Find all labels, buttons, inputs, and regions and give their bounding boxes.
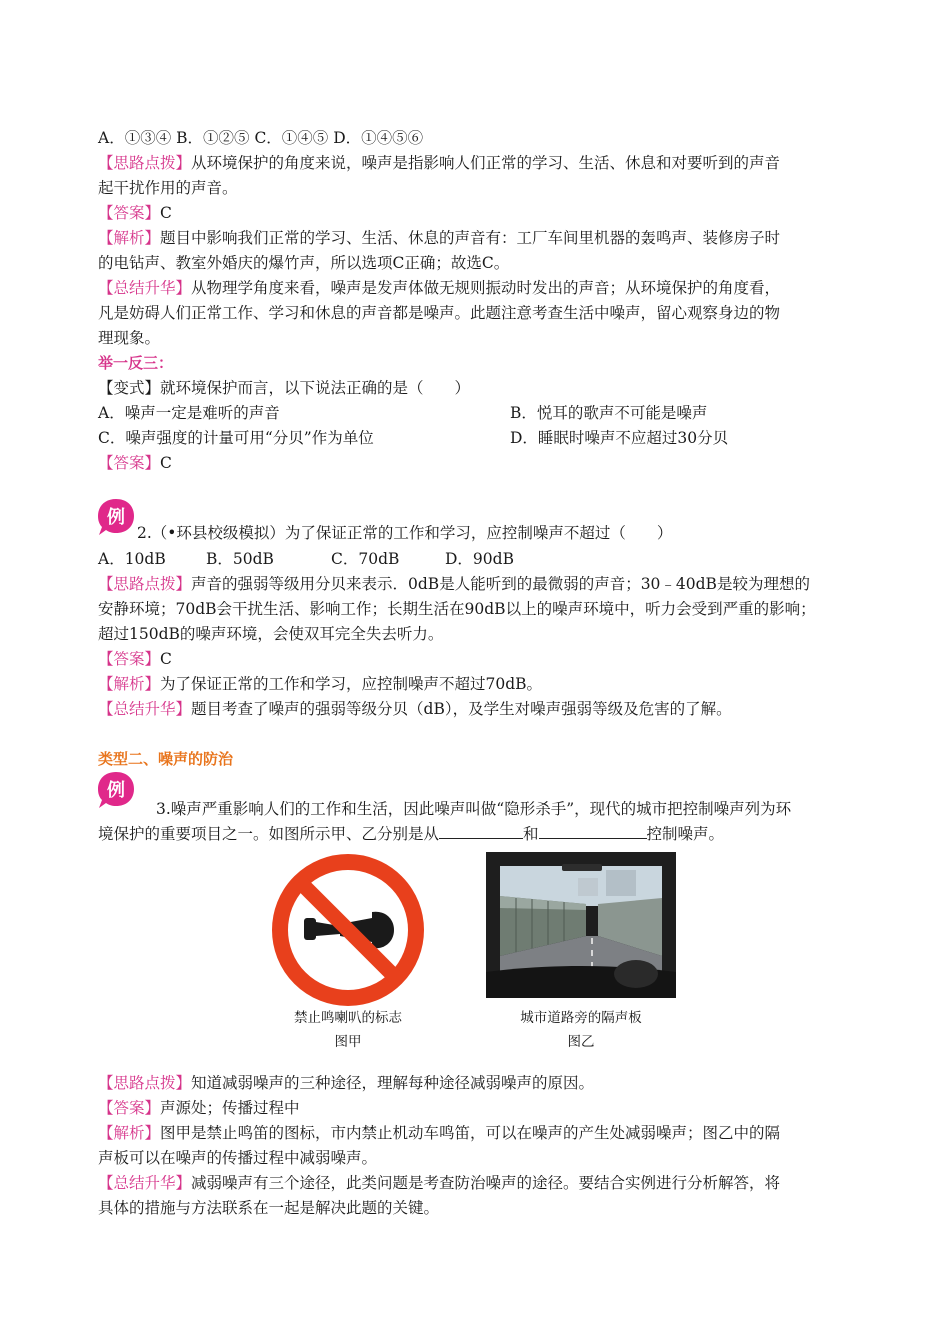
summary-tag: 【总结升华】	[98, 279, 192, 297]
q2-option-b: B．50dB	[206, 550, 274, 568]
q3-analysis: 【解析】图甲是禁止鸣笛的图标，市内禁止机动车鸣笛，可以在噪声的产生处减弱噪声；图乙中的隔	[98, 1124, 781, 1142]
q1-summary: 【总结升华】从物理学角度来看，噪声是发声体做无规则振动时发出的声音；从环境保护的角度看，	[98, 279, 781, 297]
variant-heading: 举一反三：	[98, 354, 174, 372]
no-horn-sign-image	[268, 852, 428, 1012]
example-icon	[96, 770, 136, 810]
svg-text:例: 例	[107, 507, 125, 528]
q1-answer: 【答案】C	[98, 204, 172, 222]
answer-tag: 【答案】	[98, 204, 161, 222]
q1-summary-cont2: 理现象。	[98, 329, 161, 347]
q2-hint: 【思路点拨】声音的强弱等级用分贝来表示．0dB是人能听到的最微弱的声音；30﹣40dB是较为理想的	[98, 575, 810, 593]
variant-option-a: A．噪声一定是难听的声音	[98, 404, 280, 422]
q3-summary-cont: 具体的措施与方法联系在一起是解决此题的关键。	[98, 1199, 440, 1217]
q3-analysis-cont: 声板可以在噪声的传播过程中减弱噪声。	[98, 1149, 378, 1167]
answer-blank-1	[439, 822, 523, 839]
analysis-tag: 【解析】	[98, 229, 161, 247]
variant-options-row2	[98, 426, 858, 451]
q2-summary: 【总结升华】题目考查了噪声的强弱等级分贝（dB），及学生对噪声强弱等级及危害的了解。	[98, 700, 732, 718]
example-icon	[96, 497, 136, 537]
q3-summary: 【总结升华】减弱噪声有三个途径，此类问题是考查防治噪声的途径。要结合实例进行分析解答，将	[98, 1174, 781, 1192]
q3-question: 3.噪声严重影响人们的工作和生活，因此噪声叫做“隐形杀手”，现代的城市把控制噪声列为环	[156, 800, 792, 818]
q2-analysis: 【解析】为了保证正常的工作和学习，应控制噪声不超过70dB。	[98, 675, 543, 693]
q2-question: 2.（•环县校级模拟）为了保证正常的工作和学习，应控制噪声不超过（ ）	[137, 524, 673, 542]
figure-label: 图甲	[334, 1034, 362, 1050]
q2-option-d: D．90dB	[445, 550, 514, 568]
q2-options	[98, 547, 858, 572]
q2-hint-cont: 安静环境；70dB会干扰生活、影响工作；长期生活在90dB以上的噪声环境中，听力会受到严重的影响；	[98, 600, 816, 618]
q1-options: A．①③④ B．①②⑤ C．①④⑤ D．①④⑤⑥	[98, 129, 424, 147]
q3-question-cont: 境保护的重要项目之一。如图所示甲、乙分别是从 和 控制噪声。	[98, 822, 858, 847]
section-heading: 类型二、噪声的防治	[98, 750, 234, 768]
q2-option-c: C．70dB	[331, 550, 400, 568]
q3-hint: 【思路点拨】知道减弱噪声的三种途径，理解每种途径减弱噪声的原因。	[98, 1074, 595, 1092]
svg-text:例: 例	[107, 780, 125, 801]
q2-answer: 【答案】C	[98, 650, 172, 668]
figure-caption: 城市道路旁的隔声板	[520, 1010, 642, 1026]
q1-hint: 【思路点拨】从环境保护的角度来说，噪声是指影响人们正常的学习、生活、休息和对要听到的声音	[98, 154, 781, 172]
variant-question: 【变式】就环境保护而言，以下说法正确的是（ ）	[98, 379, 471, 397]
sound-barrier-photo	[486, 852, 676, 998]
answer-blank-2	[539, 822, 647, 839]
q1-hint-cont: 起干扰作用的声音。	[98, 179, 238, 197]
variant-option-c: C．噪声强度的计量可用“分贝”作为单位	[98, 429, 374, 447]
figure-caption: 禁止鸣喇叭的标志	[294, 1010, 402, 1026]
q1-summary-cont: 凡是妨碍人们正常工作、学习和休息的声音都是噪声。此题注意考查生活中噪声，留心观察身边的物	[98, 304, 781, 322]
hint-tag: 【思路点拨】	[98, 154, 192, 172]
q2-option-a: A．10dB	[98, 550, 166, 568]
q1-analysis: 【解析】题目中影响我们正常的学习、生活、休息的声音有：工厂车间里机器的轰鸣声、装修房子时	[98, 229, 781, 247]
q1-analysis-cont: 的电钻声、教室外婚庆的爆竹声，所以选项C正确；故选C。	[98, 254, 510, 272]
variant-options-row1	[98, 401, 858, 426]
figure-label: 图乙	[567, 1034, 595, 1050]
q3-answer: 【答案】声源处；传播过程中	[98, 1099, 300, 1117]
q2-hint-cont2: 超过150dB的噪声环境，会使双耳完全失去听力。	[98, 625, 444, 643]
variant-option-d: D．睡眠时噪声不应超过30分贝	[510, 429, 729, 447]
variant-option-b: B．悦耳的歌声不可能是噪声	[510, 404, 708, 422]
variant-answer: 【答案】C	[98, 454, 172, 472]
